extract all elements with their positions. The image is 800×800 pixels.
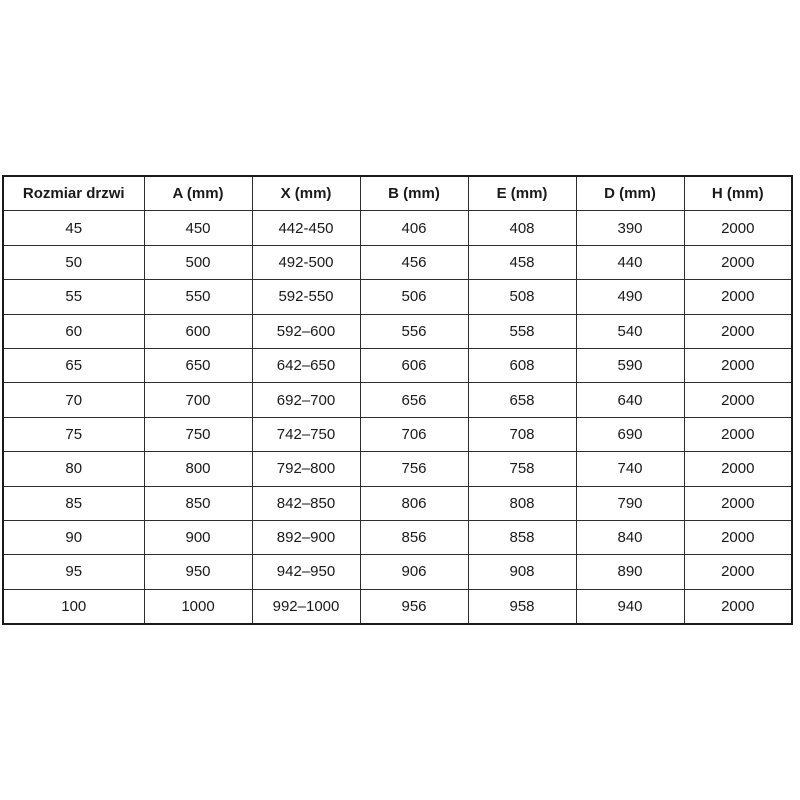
table-cell: 908: [468, 555, 576, 589]
table-row: [3, 589, 792, 624]
table-cell: 690: [576, 417, 684, 451]
table-cell: 70: [3, 383, 144, 417]
table-cell: 858: [468, 520, 576, 554]
table-cell: 100: [3, 589, 144, 624]
table-cell: 706: [360, 417, 468, 451]
table-cell: 80: [3, 452, 144, 486]
table-cell: 90: [3, 520, 144, 554]
table-cell: 800: [144, 452, 252, 486]
table-cell: 942–950: [252, 555, 360, 589]
column-header-rozmiar-drzwi: Rozmiar drzwi: [3, 176, 144, 211]
table-cell: 600: [144, 314, 252, 348]
table-cell: 640: [576, 383, 684, 417]
table-cell: 60: [3, 314, 144, 348]
table-cell: 2000: [684, 280, 792, 314]
table-cell: 550: [144, 280, 252, 314]
column-header-h-mm: H (mm): [684, 176, 792, 211]
table-cell: 558: [468, 314, 576, 348]
table-row: [3, 314, 792, 348]
table-cell: 2000: [684, 245, 792, 279]
table-cell: 556: [360, 314, 468, 348]
table-cell: 956: [360, 589, 468, 624]
table-cell: 650: [144, 348, 252, 382]
table-row: [3, 486, 792, 520]
table-cell: 750: [144, 417, 252, 451]
table-row: [3, 520, 792, 554]
table-cell: 2000: [684, 314, 792, 348]
table-cell: 45: [3, 211, 144, 245]
table-cell: 1000: [144, 589, 252, 624]
table-cell: 756: [360, 452, 468, 486]
table-cell: 2000: [684, 211, 792, 245]
table-cell: 2000: [684, 348, 792, 382]
table-cell: 692–700: [252, 383, 360, 417]
table-cell: 492-500: [252, 245, 360, 279]
table-cell: 856: [360, 520, 468, 554]
table-cell: 850: [144, 486, 252, 520]
column-header-a-mm: A (mm): [144, 176, 252, 211]
table-row: [3, 555, 792, 589]
table-row: [3, 245, 792, 279]
table-row: [3, 452, 792, 486]
table-cell: 642–650: [252, 348, 360, 382]
table-cell: 2000: [684, 383, 792, 417]
column-header-x-mm: X (mm): [252, 176, 360, 211]
table-cell: 50: [3, 245, 144, 279]
table-cell: 2000: [684, 486, 792, 520]
table-row: [3, 280, 792, 314]
table-cell: 592-550: [252, 280, 360, 314]
table-row: [3, 417, 792, 451]
table-cell: 590: [576, 348, 684, 382]
column-header-e-mm: E (mm): [468, 176, 576, 211]
table-cell: 2000: [684, 417, 792, 451]
table-cell: 508: [468, 280, 576, 314]
table-cell: 906: [360, 555, 468, 589]
table-row: [3, 348, 792, 382]
table-cell: 506: [360, 280, 468, 314]
table-cell: 708: [468, 417, 576, 451]
column-header-b-mm: B (mm): [360, 176, 468, 211]
table-cell: 608: [468, 348, 576, 382]
table-cell: 606: [360, 348, 468, 382]
table-cell: 758: [468, 452, 576, 486]
table-cell: 55: [3, 280, 144, 314]
table-row: [3, 383, 792, 417]
table-cell: 740: [576, 452, 684, 486]
table-row: [3, 211, 792, 245]
table-cell: 892–900: [252, 520, 360, 554]
table-cell: 958: [468, 589, 576, 624]
table-cell: 390: [576, 211, 684, 245]
table-cell: 808: [468, 486, 576, 520]
table-cell: 2000: [684, 589, 792, 624]
column-header-d-mm: D (mm): [576, 176, 684, 211]
table-cell: 490: [576, 280, 684, 314]
table-cell: 658: [468, 383, 576, 417]
table-cell: 890: [576, 555, 684, 589]
door-size-table: [2, 175, 793, 625]
table-cell: 65: [3, 348, 144, 382]
table-cell: 500: [144, 245, 252, 279]
table-cell: 442-450: [252, 211, 360, 245]
table-cell: 95: [3, 555, 144, 589]
table-cell: 700: [144, 383, 252, 417]
table-cell: 950: [144, 555, 252, 589]
table-cell: 742–750: [252, 417, 360, 451]
table-cell: 790: [576, 486, 684, 520]
table-cell: 656: [360, 383, 468, 417]
table-cell: 792–800: [252, 452, 360, 486]
table-cell: 85: [3, 486, 144, 520]
table-cell: 2000: [684, 555, 792, 589]
table-cell: 75: [3, 417, 144, 451]
table-cell: 440: [576, 245, 684, 279]
table-cell: 450: [144, 211, 252, 245]
table-cell: 592–600: [252, 314, 360, 348]
table-cell: 540: [576, 314, 684, 348]
table-cell: 840: [576, 520, 684, 554]
table-cell: 2000: [684, 520, 792, 554]
table-cell: 806: [360, 486, 468, 520]
table-cell: 940: [576, 589, 684, 624]
table-body: [3, 211, 792, 624]
table-cell: 408: [468, 211, 576, 245]
table-cell: 992–1000: [252, 589, 360, 624]
table-cell: 842–850: [252, 486, 360, 520]
table-cell: 406: [360, 211, 468, 245]
table-cell: 458: [468, 245, 576, 279]
table-cell: 456: [360, 245, 468, 279]
table-cell: 900: [144, 520, 252, 554]
table-cell: 2000: [684, 452, 792, 486]
header-row: [3, 176, 792, 211]
